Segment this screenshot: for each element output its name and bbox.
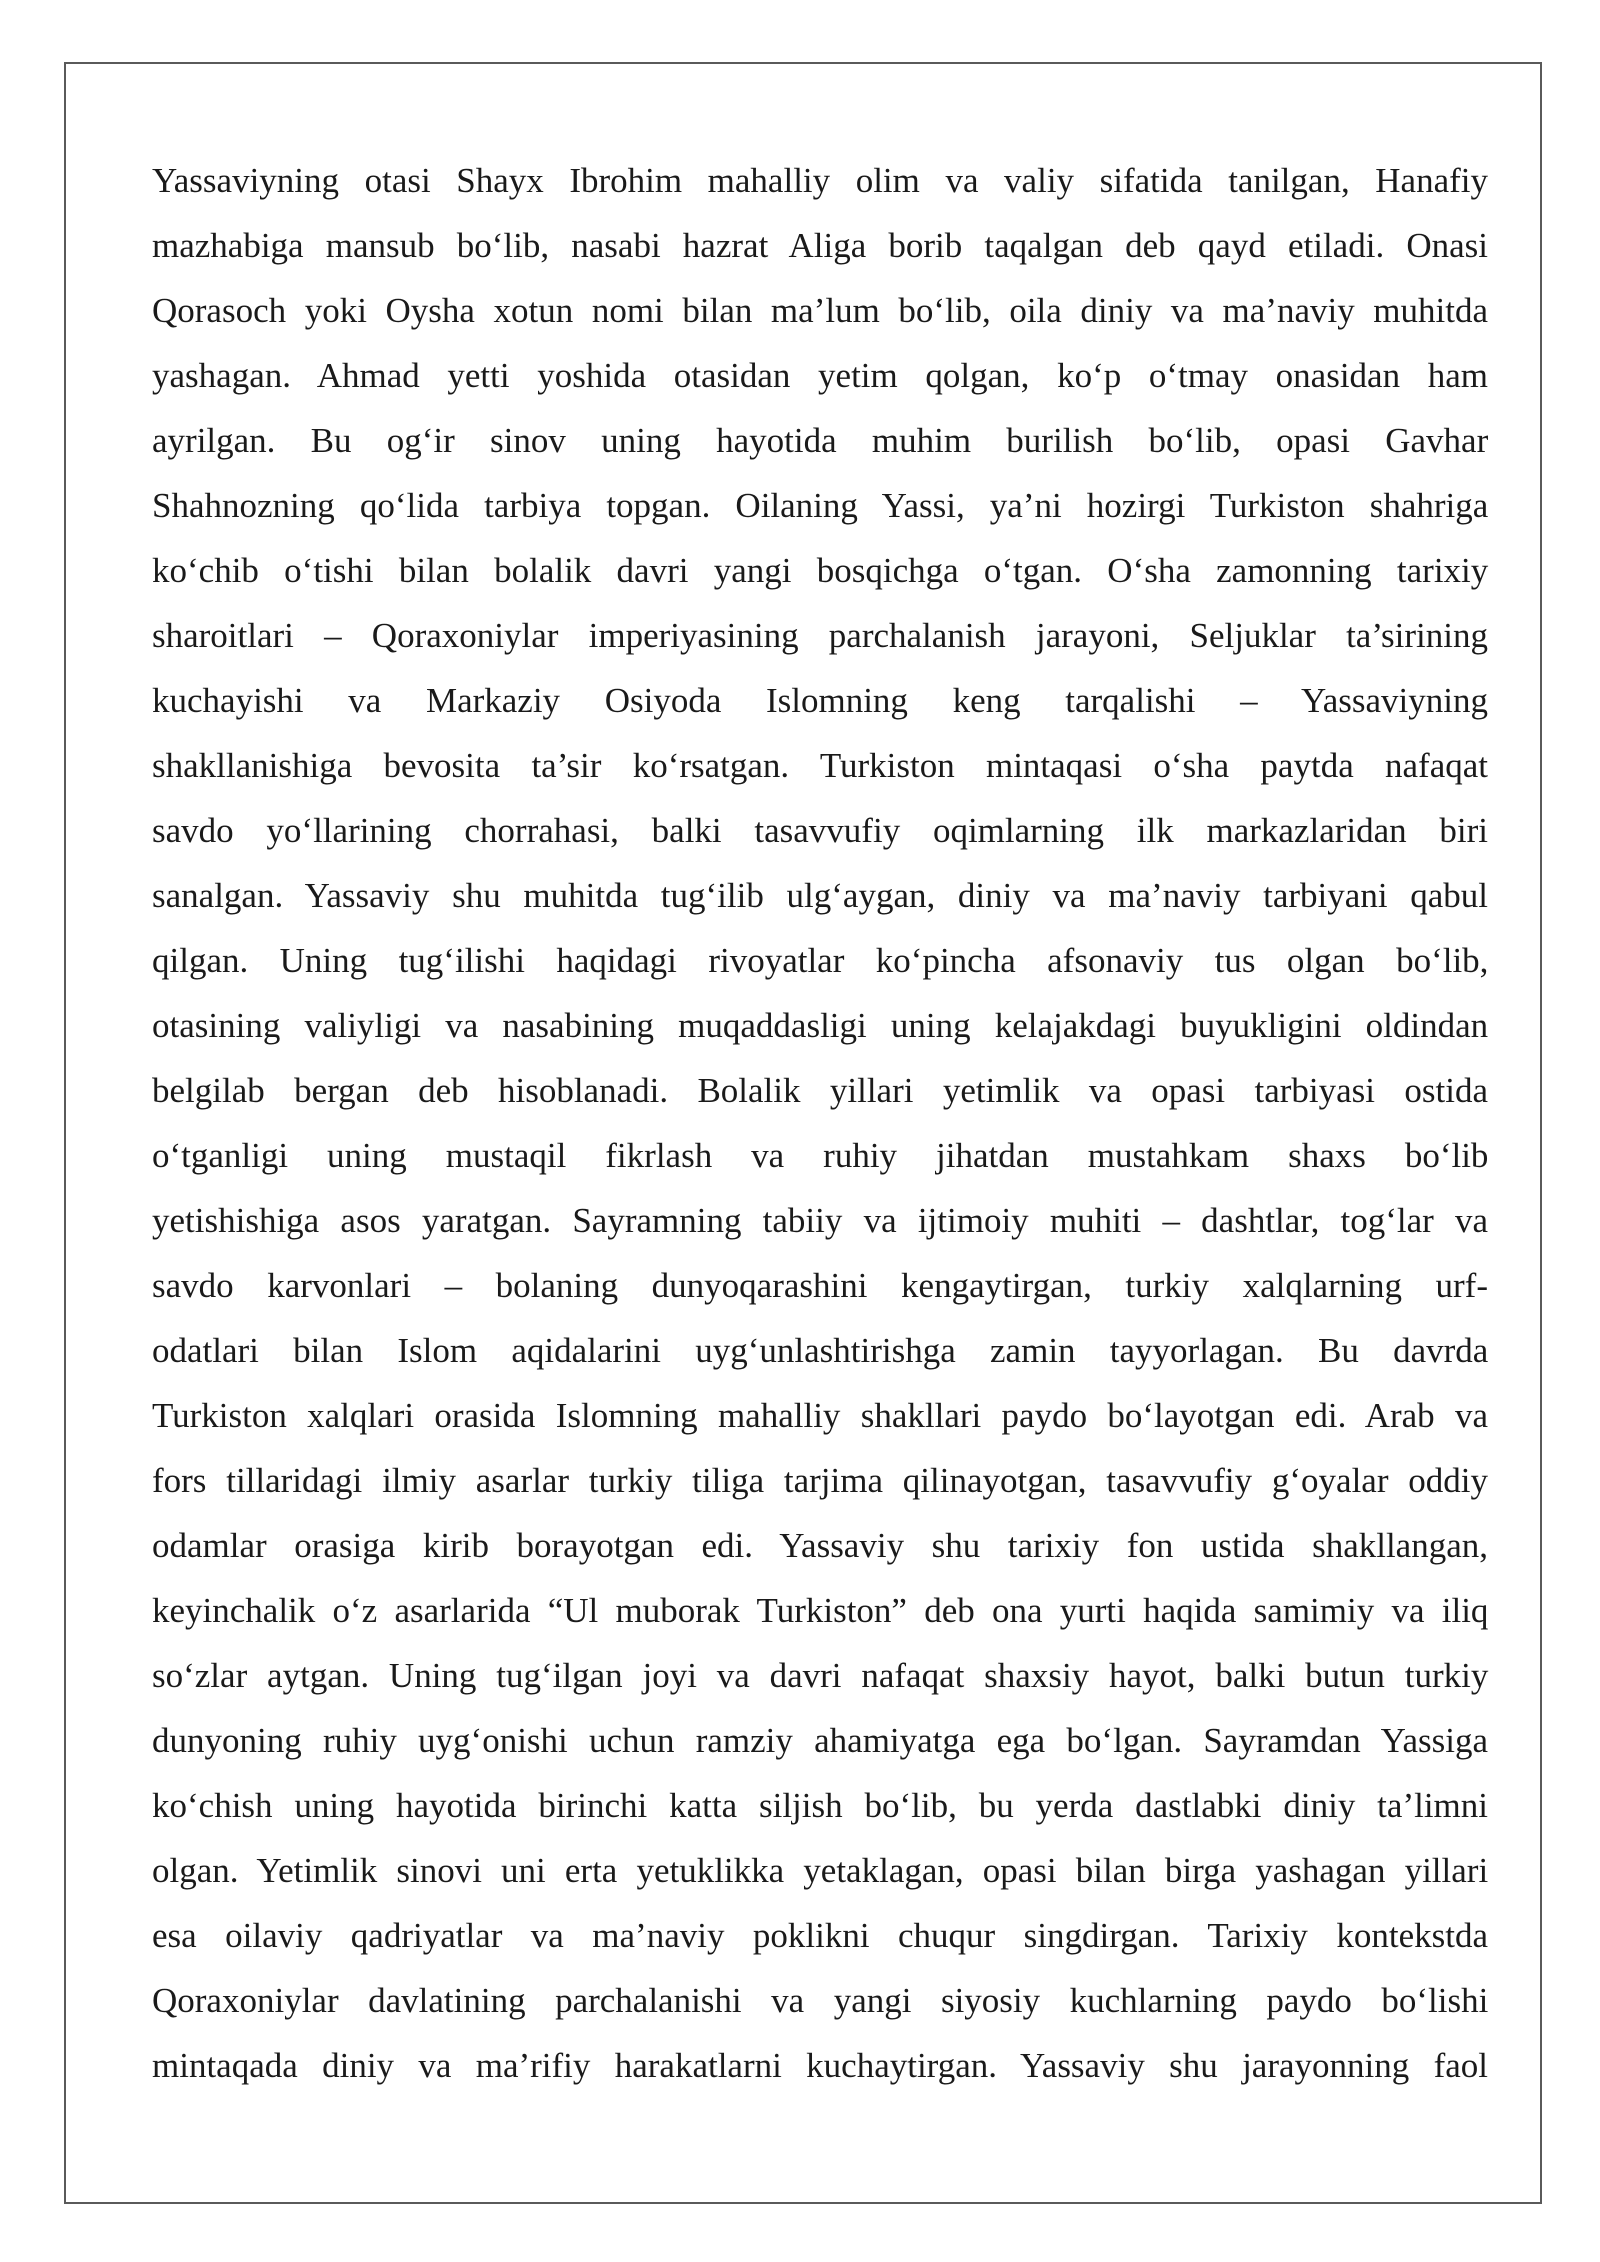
text-line: odatlari bilan Islom aqidalarini uyg‘unlashtirishga zamin tayyorlagan. Bu davrda (152, 1331, 1489, 1370)
text-line: shakllanishiga bevosita ta’sir ko‘rsatgan. Turkiston mintaqasi o‘sha paytda nafaqat (152, 746, 1488, 785)
text-line: odamlar orasiga kirib borayotgan edi. Yassaviy shu tarixiy fon ustida shakllangan, (152, 1526, 1488, 1565)
text-line: mazhabiga mansub bo‘lib, nasabi hazrat Aliga borib taqalgan deb qayd etiladi. Onasi (152, 226, 1488, 265)
text-line: yetishishiga asos yaratgan. Sayramning tabiiy va ijtimoiy muhiti – dashtlar, tog‘lar va (152, 1201, 1489, 1240)
text-line: kuchayishi va Markaziy Osiyoda Islomning keng tarqalishi – Yassaviyning (152, 681, 1488, 720)
text-line: Qorasoch yoki Oysha xotun nomi bilan ma’lum bo‘lib, oila diniy va ma’naviy muhitda (152, 291, 1488, 330)
text-line: Shahnozning qo‘lida tarbiya topgan. Oilaning Yassi, ya’ni hozirgi Turkiston shahriga (152, 486, 1489, 525)
text-line: savdo karvonlari – bolaning dunyoqarashini kengaytirgan, turkiy xalqlarning urf- (152, 1266, 1488, 1305)
document-body-paragraph (152, 148, 1488, 2098)
text-line: sharoitlari – Qoraxoniylar imperiyasining parchalanish jarayoni, Seljuklar ta’sirining (152, 616, 1488, 655)
text-line: Yassaviyning otasi Shayx Ibrohim mahalliy olim va valiy sifatida tanilgan, Hanafiy (152, 161, 1488, 200)
text-line: otasining valiyligi va nasabining muqaddasligi uning kelajakdagi buyukligini oldindan (152, 1006, 1489, 1045)
text-line: qilgan. Uning tug‘ilishi haqidagi rivoyatlar ko‘pincha afsonaviy tus olgan bo‘lib, (152, 941, 1489, 980)
text-line: esa oilaviy qadriyatlar va ma’naviy poklikni chuqur singdirgan. Tarixiy kontekstda (152, 1916, 1488, 1955)
text-line: ko‘chib o‘tishi bilan bolalik davri yangi bosqichga o‘tgan. O‘sha zamonning tarixiy (152, 551, 1489, 590)
text-line: belgilab bergan deb hisoblanadi. Bolalik yillari yetimlik va opasi tarbiyasi ostida (152, 1071, 1488, 1110)
text-line: keyinchalik o‘z asarlarida “Ul muborak Turkiston” deb ona yurti haqida samimiy va iliq (152, 1591, 1489, 1630)
text-line: ko‘chish uning hayotida birinchi katta siljish bo‘lib, bu yerda dastlabki diniy ta’limni (152, 1786, 1488, 1825)
text-line: sanalgan. Yassaviy shu muhitda tug‘ilib ulg‘aygan, diniy va ma’naviy tarbiyani qabul (152, 876, 1488, 915)
text-line: Turkiston xalqlari orasida Islomning mahalliy shakllari paydo bo‘layotgan edi. Arab va (152, 1396, 1488, 1435)
text-line: mintaqada diniy va ma’rifiy harakatlarni kuchaytirgan. Yassaviy shu jarayonning faol (152, 2046, 1488, 2085)
text-line: savdo yo‘llarining chorrahasi, balki tasavvufiy oqimlarning ilk markazlaridan biri (152, 811, 1488, 850)
text-line: ayrilgan. Bu og‘ir sinov uning hayotida muhim burilish bo‘lib, opasi Gavhar (152, 421, 1489, 460)
text-line: so‘zlar aytgan. Uning tug‘ilgan joyi va davri nafaqat shaxsiy hayot, balki butun turkiy (152, 1656, 1489, 1695)
text-line: Qoraxoniylar davlatining parchalanishi va yangi siyosiy kuchlarning paydo bo‘lishi (152, 1981, 1489, 2020)
text-line: fors tillaridagi ilmiy asarlar turkiy tiliga tarjima qilinayotgan, tasavvufiy g‘oyalar oddiy (152, 1461, 1488, 1500)
text-line: o‘tganligi uning mustaqil fikrlash va ruhiy jihatdan mustahkam shaxs bo‘lib (152, 1136, 1489, 1175)
text-line: yashagan. Ahmad yetti yoshida otasidan yetim qolgan, ko‘p o‘tmay onasidan ham (152, 356, 1488, 395)
text-line: olgan. Yetimlik sinovi uni erta yetuklikka yetaklagan, opasi bilan birga yashagan yillari (152, 1851, 1489, 1890)
text-line: dunyoning ruhiy uyg‘onishi uchun ramziy ahamiyatga ega bo‘lgan. Sayramdan Yassiga (152, 1721, 1488, 1760)
